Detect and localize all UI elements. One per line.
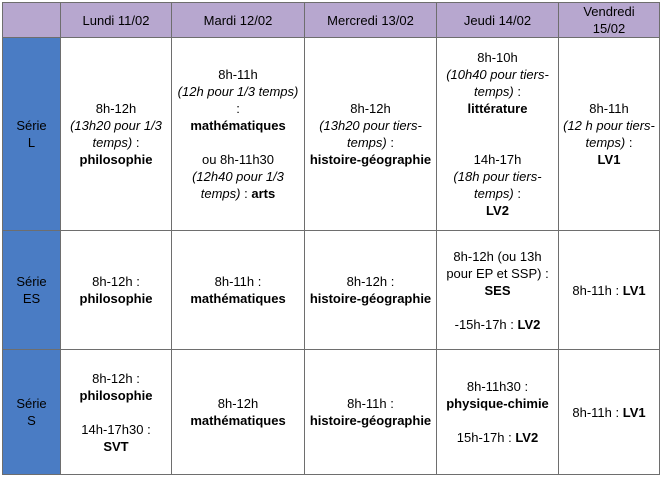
header-friday-day: Vendredi <box>583 4 635 19</box>
extra-time-note: (13h20 pour 1/3 temps) <box>70 118 162 150</box>
exam-time: 8h-12h <box>350 101 391 116</box>
row-label-serie-es <box>3 231 61 350</box>
colon: : <box>625 135 633 150</box>
exam-subject: physique-chimie <box>446 396 549 411</box>
exam-subject-alt: LV2 <box>486 203 509 218</box>
row-label-serie-l <box>3 38 61 231</box>
exam-subject: mathématiques <box>190 118 286 133</box>
exam-subject: mathématiques <box>190 291 286 306</box>
colon: : <box>132 135 140 150</box>
exam-time: 8h-12h : <box>92 370 140 386</box>
extra-time-note: (10h40 pour tiers-temps) <box>446 67 549 99</box>
exam-subject: LV1 <box>597 152 621 167</box>
exam-time: 8h-12h (ou 13h pour EP et SSP) : <box>446 248 549 281</box>
exam-time-alt: 14h-17h30 : <box>81 421 151 437</box>
header-friday-date: 15/02 <box>592 21 626 36</box>
exam-time: 8h-12h <box>217 396 259 411</box>
extra-time-note-alt: (18h pour tiers-temps) <box>453 169 542 201</box>
exam-subject-alt: LV2 <box>515 430 539 445</box>
cell-s-tuesday <box>172 350 305 475</box>
exam-subject: philosophie <box>79 387 153 403</box>
row-label-text: Série <box>16 118 47 133</box>
cell-es-friday <box>559 231 660 350</box>
header-monday: Lundi 11/02 <box>61 3 172 38</box>
exam-subject: LV1 <box>622 282 646 298</box>
colon: : <box>386 135 394 150</box>
exam-time: 8h-11h : <box>572 404 620 420</box>
exam-subject: mathématiques <box>190 413 286 428</box>
exam-subject: littérature <box>467 101 528 116</box>
exam-subject: histoire-géographie <box>309 291 432 306</box>
exam-time: 8h-11h <box>218 67 258 82</box>
corner-cell <box>3 3 61 38</box>
cell-s-wednesday <box>305 350 437 475</box>
cell-s-thursday <box>437 350 559 475</box>
colon: : <box>513 186 521 201</box>
exam-time: 8h-11h : <box>347 396 394 411</box>
cell-s-monday <box>61 350 172 475</box>
row-label-code: L <box>27 135 36 150</box>
exam-subject-alt: arts <box>251 186 276 201</box>
exam-subject: philosophie <box>79 152 153 167</box>
exam-time: 8h-11h : <box>572 282 620 298</box>
extra-time-note: (12 h pour tiers-temps) <box>563 118 655 150</box>
exam-subject: histoire-géographie <box>309 152 432 167</box>
cell-l-monday <box>61 38 172 231</box>
cell-es-wednesday <box>305 231 437 350</box>
row-label-code: ES <box>22 291 41 306</box>
exam-time: 8h-10h <box>477 50 518 65</box>
row-serie-es <box>3 231 660 350</box>
row-serie-l <box>3 38 660 231</box>
cell-l-wednesday <box>305 38 437 231</box>
exam-subject-alt: SVT <box>103 438 129 454</box>
exam-time-alt: -15h-17h : <box>454 316 514 332</box>
colon: : <box>513 84 521 99</box>
exam-time: 8h-12h <box>95 101 137 116</box>
header-tuesday: Mardi 12/02 <box>172 3 305 38</box>
exam-subject: SES <box>484 282 511 298</box>
exam-time: 8h-11h <box>589 101 629 116</box>
exam-time-alt: ou 8h-11h30 <box>201 152 275 167</box>
exam-time-alt: 15h-17h : <box>456 430 512 445</box>
cell-l-friday <box>559 38 660 231</box>
extra-time-note: (12h pour 1/3 temps) <box>177 84 299 99</box>
row-label-text: Série <box>16 274 47 289</box>
exam-subject: histoire-géographie <box>309 413 432 428</box>
exam-subject: philosophie <box>79 291 153 306</box>
header-wednesday: Mercredi 13/02 <box>305 3 437 38</box>
exam-time: 8h-12h : <box>346 274 395 289</box>
exam-time-alt: 14h-17h <box>473 152 522 167</box>
header-friday <box>559 3 660 38</box>
exam-schedule-table <box>2 2 660 475</box>
exam-time: 8h-12h : <box>92 274 140 289</box>
colon: : <box>240 186 248 201</box>
row-label-serie-s <box>3 350 61 475</box>
colon: : <box>236 101 240 116</box>
extra-time-note-alt: (12h40 pour 1/3 temps) <box>192 169 284 201</box>
extra-time-note: (13h20 pour tiers-temps) <box>319 118 422 150</box>
header-row <box>3 3 660 38</box>
row-label-code: S <box>27 413 36 428</box>
cell-es-monday <box>61 231 172 350</box>
header-thursday: Jeudi 14/02 <box>437 3 559 38</box>
cell-es-tuesday <box>172 231 305 350</box>
exam-subject-alt: LV2 <box>517 316 541 332</box>
row-label-text: Série <box>16 396 47 411</box>
cell-es-thursday <box>437 231 559 350</box>
cell-l-thursday <box>437 38 559 231</box>
exam-time: 8h-11h30 : <box>466 379 529 394</box>
cell-s-friday <box>559 350 660 475</box>
row-serie-s <box>3 350 660 475</box>
cell-l-tuesday <box>172 38 305 231</box>
exam-time: 8h-11h : <box>214 274 262 289</box>
exam-subject: LV1 <box>622 404 646 420</box>
